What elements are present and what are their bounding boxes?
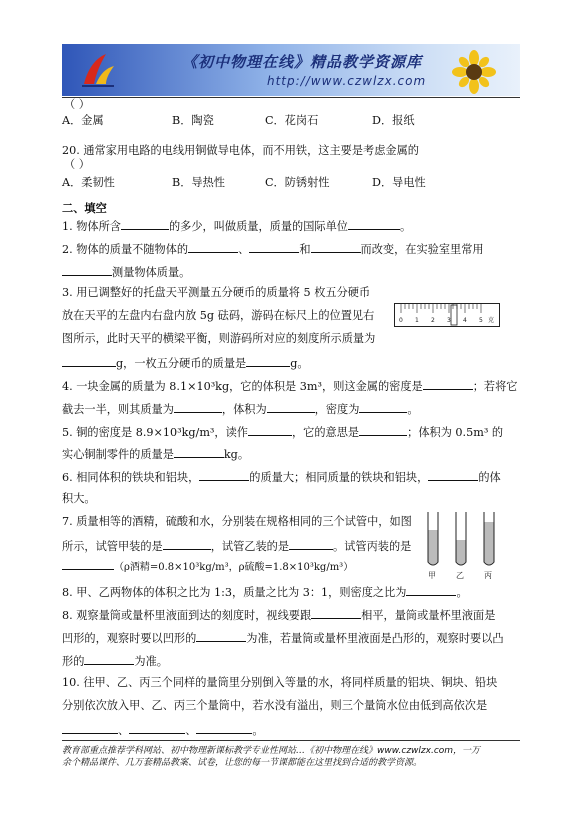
q2-line-2: 测量物体质量。: [62, 264, 190, 280]
q4-blank-4[interactable]: [359, 401, 407, 413]
q5-blank-3[interactable]: [174, 446, 224, 458]
q19-option-b: B．陶瓷: [172, 114, 214, 127]
q7-line-2: 所示，试管甲装的是 ，试管乙装的是 。试管丙装的是: [62, 540, 412, 553]
q10-line-2: 分别依次放入甲、乙、丙三个量筒中，若水没有溢出，则三个量筒水位由低到高依次是: [62, 699, 488, 712]
q3-line-3: 图所示，此时天平的横梁平衡，则游码所对应的刻度所示质量为: [62, 332, 376, 345]
test-tubes-figure: [420, 510, 500, 580]
q19-bracket: （ ）: [64, 98, 90, 111]
q4-blank-2[interactable]: [174, 401, 222, 413]
q8-blank-1[interactable]: [406, 584, 456, 596]
q7-blank-3[interactable]: [62, 558, 114, 570]
q4-line-2: 截去一半，则其质量为 ，体积为 ，密度为 。: [62, 403, 419, 416]
header-rule: [62, 97, 520, 98]
q7-blank-1[interactable]: [163, 538, 211, 550]
q7-line-3: （ρ酒精=0.8×10³kg/m³，ρ硫酸=1.8×10³kg/m³）: [62, 558, 353, 575]
footer-line-2: 余个精品课件、几万套精品教案、试卷，让您的每一节课都能在这里找到合适的教学资源。: [62, 758, 423, 768]
q9-line-1: 8. 观察量筒或量杯里液面到达的刻度时，视线要跟 相平，量筒或量杯里液面是: [62, 609, 496, 622]
q20-option-d: D．导电性: [372, 176, 426, 189]
q4-blank-3[interactable]: [267, 401, 315, 413]
q2-blank-3[interactable]: [311, 241, 361, 253]
q2-blank-1[interactable]: [188, 241, 238, 253]
ruler-label-1: 1: [415, 317, 419, 324]
section-title: 二、填空: [62, 202, 107, 215]
q4-line-1: 4. 一块金属的质量为 8.1×10³kg，它的体积是 3m³，则这金属的密度是 ；若将它: [62, 380, 518, 393]
q5-line-1: 5. 铜的密度是 8.9×10³kg/m³，读作 ，它的意思是 ；体积为 0.5m³ 的: [62, 426, 504, 439]
ruler-unit: 克: [488, 317, 495, 324]
tube-label-yi: 乙: [456, 571, 464, 580]
q19-option-c: C．花岗石: [265, 114, 319, 127]
q9-line-2: 凹形的，观察时要以凹形的 为准，若量筒或量杯里液面是凸形的，观察时要以凸: [62, 632, 504, 645]
q2-blank-2[interactable]: [249, 241, 299, 253]
rider-marker: [451, 305, 457, 325]
q7-blank-2[interactable]: [289, 538, 333, 550]
q10-blank-1[interactable]: [62, 722, 118, 734]
footer-rule: [62, 740, 520, 741]
ruler-label-4: 4: [463, 317, 467, 324]
q10-line-3: 、 、 。: [62, 722, 264, 738]
q9-blank-3[interactable]: [84, 653, 134, 665]
q6-blank-2[interactable]: [428, 469, 478, 481]
q9-blank-1[interactable]: [311, 607, 361, 619]
q20-option-b: B．导热性: [172, 176, 225, 189]
header-title: 《初中物理在线》精品教学资源库: [182, 53, 423, 71]
q20-bracket: （ ）: [64, 158, 90, 171]
q1-blank-2[interactable]: [348, 218, 400, 230]
q6-blank-1[interactable]: [199, 469, 249, 481]
q20-option-a: A．柔韧性: [62, 176, 115, 189]
q10-blank-2[interactable]: [129, 722, 185, 734]
q20-text: 20. 通常家用电路的电线用铜做导电体，而不用铁，这主要是考虑金属的: [62, 144, 419, 157]
q20-option-c: C．防锈射性: [265, 176, 330, 189]
q8: 8. 甲、乙两物体的体积之比为 1:3，质量之比为 3：1，则密度之比为 。: [62, 586, 468, 599]
q6-line-1: 6. 相同体积的铁块和铝块， 的质量大；相同质量的铁块和铝块， 的体: [62, 471, 501, 484]
q3-line-1: 3. 用已调整好的托盘天平测量五分硬币的质量将 5 枚五分硬币: [62, 286, 371, 299]
q10-line-1: 10. 往甲、乙、丙三个同样的量筒里分别倒入等量的水，将同样质量的铝块、铜块、铅块: [62, 676, 498, 689]
q3-line-2: 放在天平的左盘内右盘内放 5g 砝码，游码在标尺上的位置见右: [62, 309, 375, 322]
q10-blank-3[interactable]: [196, 722, 252, 734]
ruler-label-0: 0: [399, 317, 403, 324]
balance-ruler-figure: [394, 303, 500, 327]
tube-label-bing: 丙: [484, 571, 492, 580]
q2-blank-4[interactable]: [62, 264, 112, 276]
q2: 2. 物体的质量不随物体的 、 和 而改变，在实验室里常用: [62, 243, 484, 256]
q5-blank-2[interactable]: [359, 424, 407, 436]
q4-blank-1[interactable]: [423, 378, 473, 390]
ruler-label-5: 5: [479, 317, 483, 324]
tube-label-jia: 甲: [428, 571, 436, 580]
q3-blank-1[interactable]: [62, 355, 116, 367]
ruler-label-3: 3: [447, 317, 451, 324]
site-logo-icon: [78, 50, 118, 90]
q1: 1. 物体所含 的多少，叫做质量，质量的国际单位 。: [62, 220, 412, 233]
ruler-label-2: 2: [431, 317, 435, 324]
q3-blank-2[interactable]: [246, 355, 290, 367]
header-banner: [62, 44, 520, 96]
q3-line-4: g，一枚五分硬币的质量是 g。: [62, 355, 309, 371]
q7-line-1: 7. 质量相等的酒精，硫酸和水，分别装在规格相同的三个试管中，如图: [62, 515, 412, 528]
q1-blank-1[interactable]: [121, 218, 169, 230]
q5-blank-1[interactable]: [248, 424, 292, 436]
q5-line-2: 实心铜制零件的质量是 kg。: [62, 448, 250, 461]
sunflower-icon: [452, 50, 496, 94]
q6-line-2: 积大。: [62, 492, 96, 505]
header-url[interactable]: http://www.czwlzx.com: [267, 74, 427, 88]
footer-line-1: 教育部重点推荐学科网站、初中物理新课标教学专业性网站…《初中物理在线》www.czwlzx.com，一万: [62, 746, 481, 756]
q9-blank-2[interactable]: [196, 630, 246, 642]
q9-line-3: 形的 为准。: [62, 655, 168, 668]
q19-option-d: D．报纸: [372, 114, 415, 127]
q19-option-a: A．金属: [62, 114, 104, 127]
